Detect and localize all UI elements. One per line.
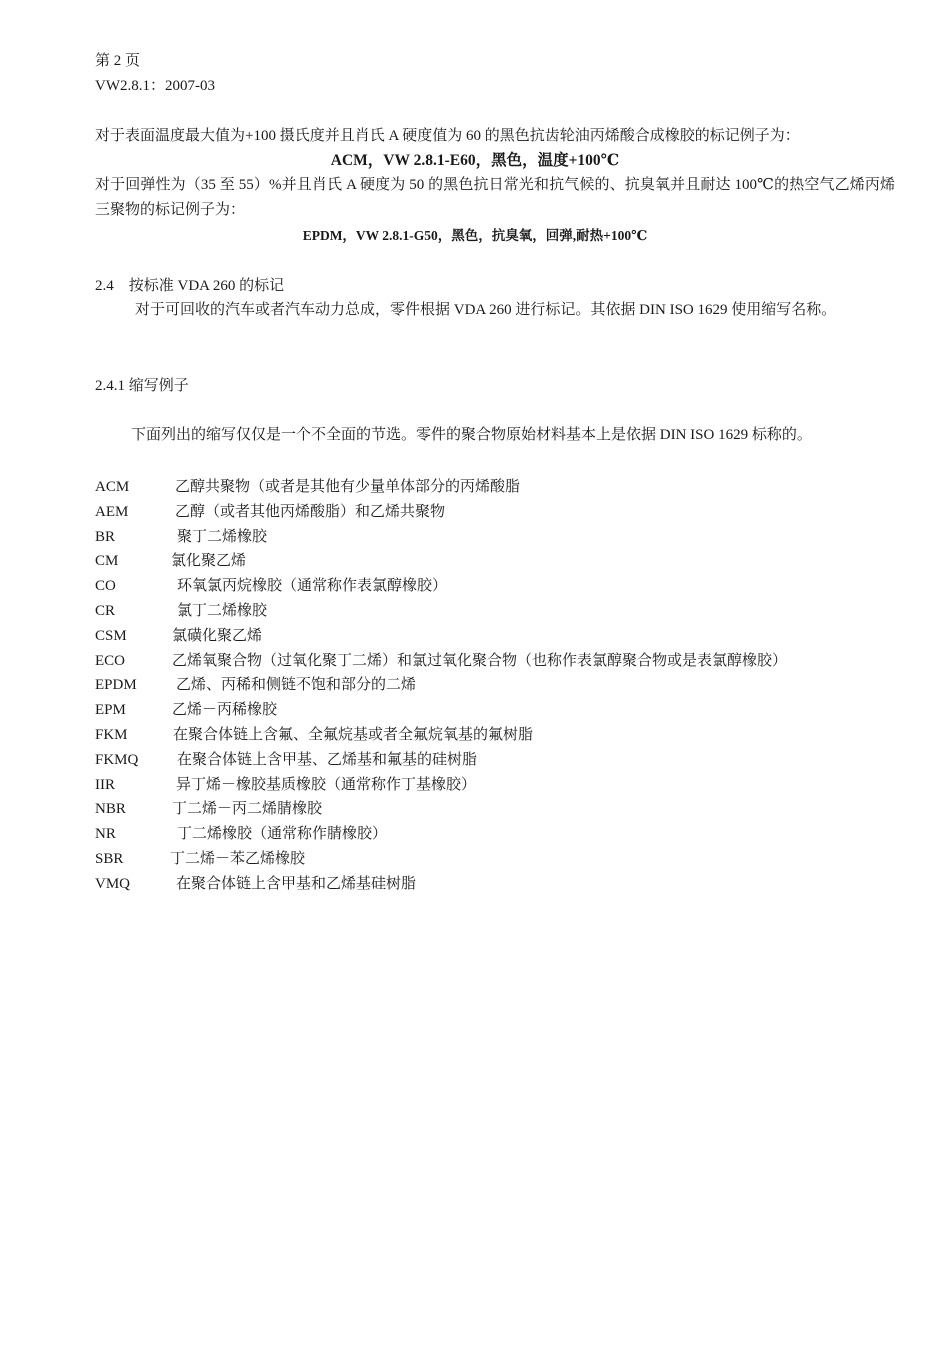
abbr-code: SBR [95,850,124,867]
abbr-code: CSM [95,627,127,644]
example2-mark: EPDM，VW 2.8.1-G50，黑色，抗臭氧，回弹,耐热+100℃ [302,228,648,243]
abbr-code: AEM [95,503,129,520]
list-item [95,700,915,725]
example1-mark: ACM，VW 2.8.1-E60，黑色，温度+100℃ [330,152,620,169]
abbr-description: 异丁烯－橡胶基质橡胶（通常称作丁基橡胶） [176,776,477,793]
abbr-code: EPDM [95,677,137,694]
list-item [95,601,915,626]
abbr-code: IIR [95,776,115,793]
list-item [95,576,915,601]
page-number: 第 2 页 [95,53,141,69]
list-item [95,551,915,576]
abbr-description: 氯化聚乙烯 [171,553,247,570]
abbr-description: 环氧氯丙烷橡胶（通常称作表氯醇橡胶） [177,578,448,595]
abbr-code: BR [95,528,116,545]
abbr-code: ACM [95,479,130,495]
abbr-description: 乙烯－丙稀橡胶 [172,702,278,719]
list-item [95,874,915,899]
abbr-description: 在聚合体链上含甲基、乙烯基和氟基的硅树脂 [177,751,478,768]
section-2-4-1-intro: 下面列出的缩写仅仅是一个不全面的节选。零件的聚合物原始材料基本上是依据 DIN ISO 1629 标称的。 [131,427,812,443]
list-item [95,725,915,750]
list-item [95,502,915,527]
list-item [95,626,915,651]
section-2-4-body: 对于可回收的汽车或者汽车动力总成，零件根据 VDA 260 进行标记。其依据 DIN ISO 1629 使用缩写名称。 [135,302,837,318]
section-2-4-heading: 2.4 按标准 VDA 260 的标记 [95,278,285,294]
abbr-code: EPM [95,702,126,719]
abbr-description: 氯磺化聚乙烯 [172,627,263,644]
abbr-code: FKMQ [95,751,139,768]
abbr-code: ECO [95,652,125,669]
abbr-description: 乙醇（或者其他丙烯酸脂）和乙烯共聚物 [175,503,446,520]
abbr-code: VMQ [95,875,131,892]
abbr-code: CO [95,578,116,595]
list-item [95,477,915,502]
list-item [95,849,915,874]
example2-text: 对于回弹性为（35 至 55）%并且肖氏 A 硬度为 50 的黑色抗日常光和抗气候的、抗臭氧并且耐达 100℃的热空气乙烯丙烯三聚物的标记例子为： [95,177,895,218]
abbr-code: NBR [95,801,126,818]
abbr-code: CR [95,602,116,619]
abbr-description: 丁二烯－苯乙烯橡胶 [170,850,306,867]
abbr-code: CM [95,553,119,570]
list-item [95,527,915,552]
example1-text: 对于表面温度最大值为+100 摄氏度并且肖氏 A 硬度值为 60 的黑色抗齿轮油丙烯酸合成橡胶的标记例子为： [95,128,800,144]
abbr-description: 在聚合体链上含甲基和乙烯基硅树脂 [176,875,417,892]
list-item [95,799,915,824]
abbr-code: FKM [95,726,128,743]
abbr-description: 丁二烯－丙二烯腈橡胶 [172,801,323,818]
abbr-description: 乙烯、丙稀和侧链不饱和部分的二烯 [176,677,417,694]
list-item [95,750,915,775]
abbr-description: 乙烯氧聚合物（过氧化聚丁二烯）和氯过氧化聚合物（也称作表氯醇聚合物或是表氯醇橡胶） [172,652,788,669]
abbr-description: 丁二烯橡胶（通常称作腈橡胶） [177,826,388,843]
abbr-description: 在聚合体链上含氟、全氟烷基或者全氟烷氧基的氟树脂 [173,726,534,743]
list-item [95,824,915,849]
abbr-description: 氯丁二烯橡胶 [177,602,268,619]
abbreviation-list [95,477,915,899]
list-item [95,775,915,800]
abbr-description: 聚丁二烯橡胶 [177,528,268,545]
list-item [95,675,915,700]
list-item [95,651,915,676]
section-2-4-1-heading: 2.4.1 缩写例子 [95,378,189,394]
abbr-description: 乙醇共聚物（或者是其他有少量单体部分的丙烯酸脂 [175,479,521,495]
document-reference: VW2.8.1：2007-03 [95,78,215,94]
abbr-code: NR [95,826,116,843]
